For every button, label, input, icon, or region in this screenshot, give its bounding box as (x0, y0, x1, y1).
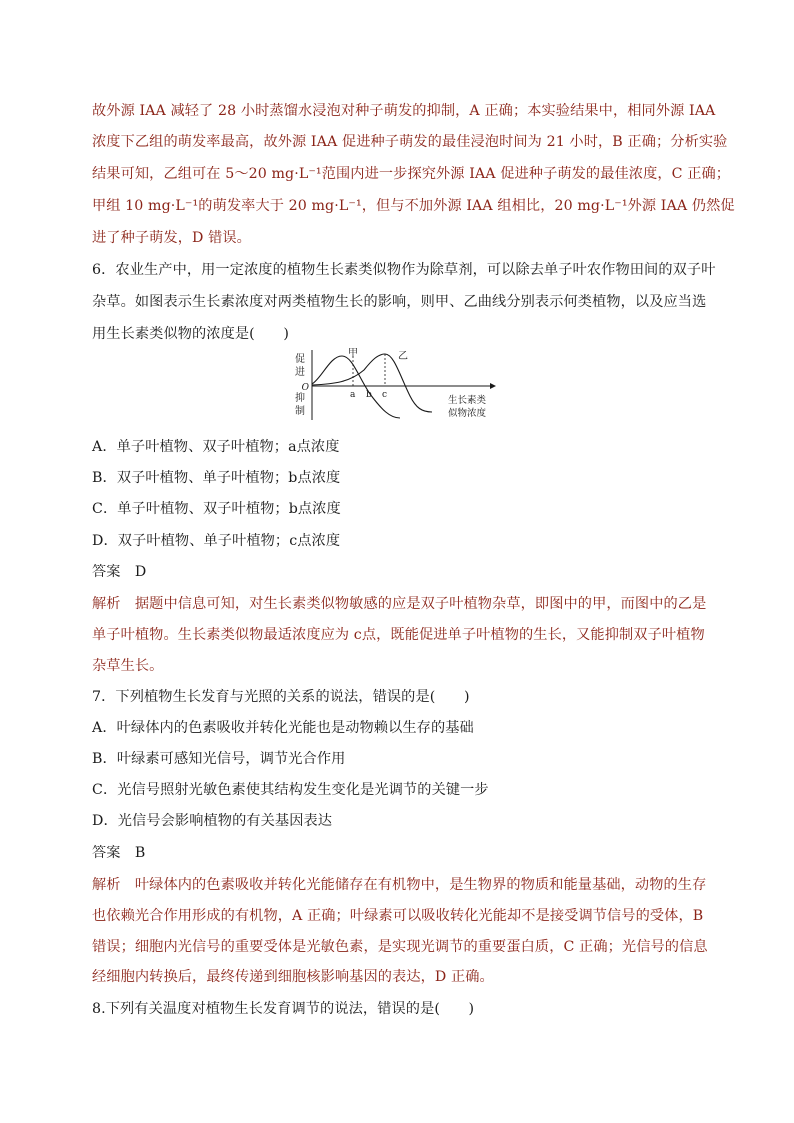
option-c: C．光信号照射光敏色素使其结构发生变化是光调节的关键一步 (92, 782, 489, 798)
option-d: D．光信号会影响植物的有关基因表达 (92, 813, 333, 829)
question-7-stem: 7．下列植物生长发育与光照的关系的说法，错误的是( ) (92, 689, 470, 705)
text-line: 甲组 10 mg·L⁻¹的萌发率大于 20 mg·L⁻¹，但与不加外源 IAA 组相比，20 mg·L⁻¹外源 IAA 仍然促 (92, 198, 735, 214)
x-label-line2: 似物浓度 (448, 408, 487, 419)
y-label-inhibit-2: 制 (295, 406, 305, 417)
explanation-7: 经细胞内转换后，最终传递到细胞核影响基因的表达，D 正确。 (92, 969, 494, 985)
explanation-7: 错误；细胞内光信号的重要受体是光敏色素，是实现光调节的重要蛋白质，C 正确；光信号的信息 (92, 939, 708, 955)
text-line: 结果可知，乙组可在 5～20 mg·L⁻¹范围内进一步探究外源 IAA 促进种子萌发的最佳浓度，C 正确； (92, 166, 731, 182)
y-label-promote-1: 促 (295, 354, 305, 365)
answer-7: 答案 B (92, 845, 146, 861)
point-b-label: b (366, 390, 372, 400)
origin-label: O (301, 383, 309, 393)
explanation-7: 解析 叶绿体内的色素吸收并转化光能储存在有机物中，是生物界的物质和能量基础，动物的生存 (92, 877, 707, 893)
question-6-stem: 杂草。如图表示生长素浓度对两类植物生长的影响，则甲、乙曲线分别表示何类植物，以及应当选 (92, 294, 707, 310)
explanation-6: 解析 据题中信息可知，对生长素类似物敏感的应是双子叶植物杂草，即图中的甲，而图中的乙是 (92, 596, 707, 612)
curve-jia (312, 356, 400, 418)
graph-svg (290, 348, 505, 428)
question-6-stem: 用生长素类似物的浓度是( ) (92, 326, 290, 342)
option-a: A．叶绿体内的色素吸收并转化光能也是动物赖以生存的基础 (92, 720, 474, 736)
x-axis-arrow (490, 383, 496, 389)
curve-jia-label: 甲 (348, 348, 358, 359)
explanation-6: 单子叶植物。生长素类似物最适浓度应为 c点，既能促进单子叶植物的生长，又能抑制双子叶植物 (92, 627, 705, 643)
question-8-stem: 8.下列有关温度对植物生长发育调节的说法，错误的是( ) (92, 1001, 475, 1017)
text-line: 浓度下乙组的萌发率最高，故外源 IAA 促进种子萌发的最佳浸泡时间为 21 小时，B 正确；分析实验 (92, 134, 728, 150)
option-b: B．叶绿素可感知光信号，调节光合作用 (92, 751, 346, 767)
option-a: A．单子叶植物、双子叶植物；a点浓度 (92, 439, 340, 455)
auxin-concentration-graph (290, 348, 505, 428)
answer-6: 答案 D (92, 564, 147, 580)
y-label-inhibit-1: 抑 (295, 393, 305, 404)
explanation-6: 杂草生长。 (92, 658, 164, 674)
curve-yi-label: 乙 (398, 351, 408, 362)
question-6-stem: 6．农业生产中，用一定浓度的植物生长素类似物作为除草剂，可以除去单子叶农作物田间的双子叶 (92, 262, 716, 278)
explanation-7: 也依赖光合作用形成的有机物，A 正确；叶绿素可以吸收转化光能却不是接受调节信号的受体，B (92, 908, 704, 924)
option-b: B．双子叶植物、单子叶植物；b点浓度 (92, 470, 341, 486)
text-line: 进了种子萌发，D 错误。 (92, 230, 251, 246)
text-line: 故外源 IAA 减轻了 28 小时蒸馏水浸泡对种子萌发的抑制，A 正确；本实验结果中，相同外源 IAA (92, 103, 716, 119)
point-a-label: a (350, 390, 356, 400)
option-d: D．双子叶植物、单子叶植物；c点浓度 (92, 533, 341, 549)
x-label-line1: 生长素类 (448, 395, 487, 406)
y-label-promote-2: 进 (295, 367, 305, 378)
option-c: C．单子叶植物、双子叶植物；b点浓度 (92, 501, 341, 517)
point-c-label: c (382, 390, 388, 400)
